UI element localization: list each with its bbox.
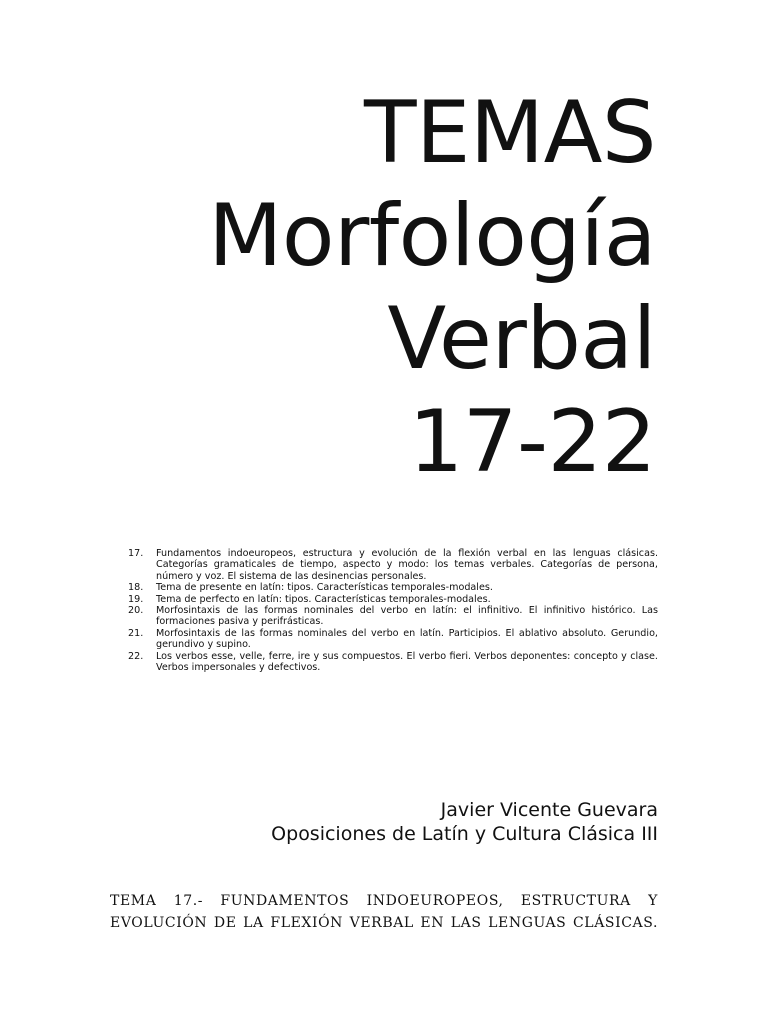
author-block <box>271 798 658 846</box>
topic-number: 19. <box>128 593 144 605</box>
title-line: Morfología <box>208 186 656 286</box>
topic-number: 20. <box>128 605 144 617</box>
course-name: Oposiciones de Latín y Cultura Clásica III <box>271 823 658 845</box>
topic-number: 18. <box>128 582 144 594</box>
topic-item <box>128 651 658 674</box>
topic-item <box>128 594 658 605</box>
section-heading: TEMA 17.- FUNDAMENTOS INDOEUROPEOS, ESTRUCTURA Y EVOLUCIÓN DE LA FLEXIÓN VERBAL EN LAS LENGUAS CLÁSICAS. <box>110 893 658 931</box>
title-line: TEMAS <box>364 83 656 183</box>
topic-text: Morfosintaxis de las formas nominales del verbo en latín: el infinitivo. El infinitivo histórico. Las formaciones pasiva y perifrásticas. <box>156 605 658 628</box>
topic-text: Fundamentos indoeuropeos, estructura y evolución de la flexión verbal en las lenguas clásicas. Categorías gramaticales de tiempo, aspecto y modo: los temas verbales. Categorías de persona, número y voz. El sistema de las desinencias personales. <box>156 548 658 582</box>
document-title <box>208 82 656 494</box>
topic-item <box>128 548 658 582</box>
author-name: Javier Vicente Guevara <box>440 799 658 821</box>
topic-text: Los verbos esse, velle, ferre, ire y sus compuestos. El verbo fieri. Verbos deponentes: concepto y clase. Verbos impersonales y defectivos. <box>156 650 658 674</box>
topic-number: 22. <box>128 650 144 662</box>
topic-number: 21. <box>128 627 144 639</box>
topic-item <box>128 582 658 593</box>
topics-list <box>128 548 658 673</box>
title-line: 17-22 <box>408 392 656 492</box>
title-line: Verbal <box>387 289 656 389</box>
topic-text: Tema de presente en latín: tipos. Características temporales-modales. <box>156 582 493 594</box>
topic-text: Morfosintaxis de las formas nominales del verbo en latín. Participios. El ablativo absoluto. Gerundio, gerundivo y supino. <box>156 627 658 651</box>
topic-item <box>128 628 658 651</box>
topic-number: 17. <box>128 548 144 559</box>
topic-text: Tema de perfecto en latín: tipos. Características temporales-modales. <box>156 593 491 605</box>
topic-item <box>128 605 658 628</box>
